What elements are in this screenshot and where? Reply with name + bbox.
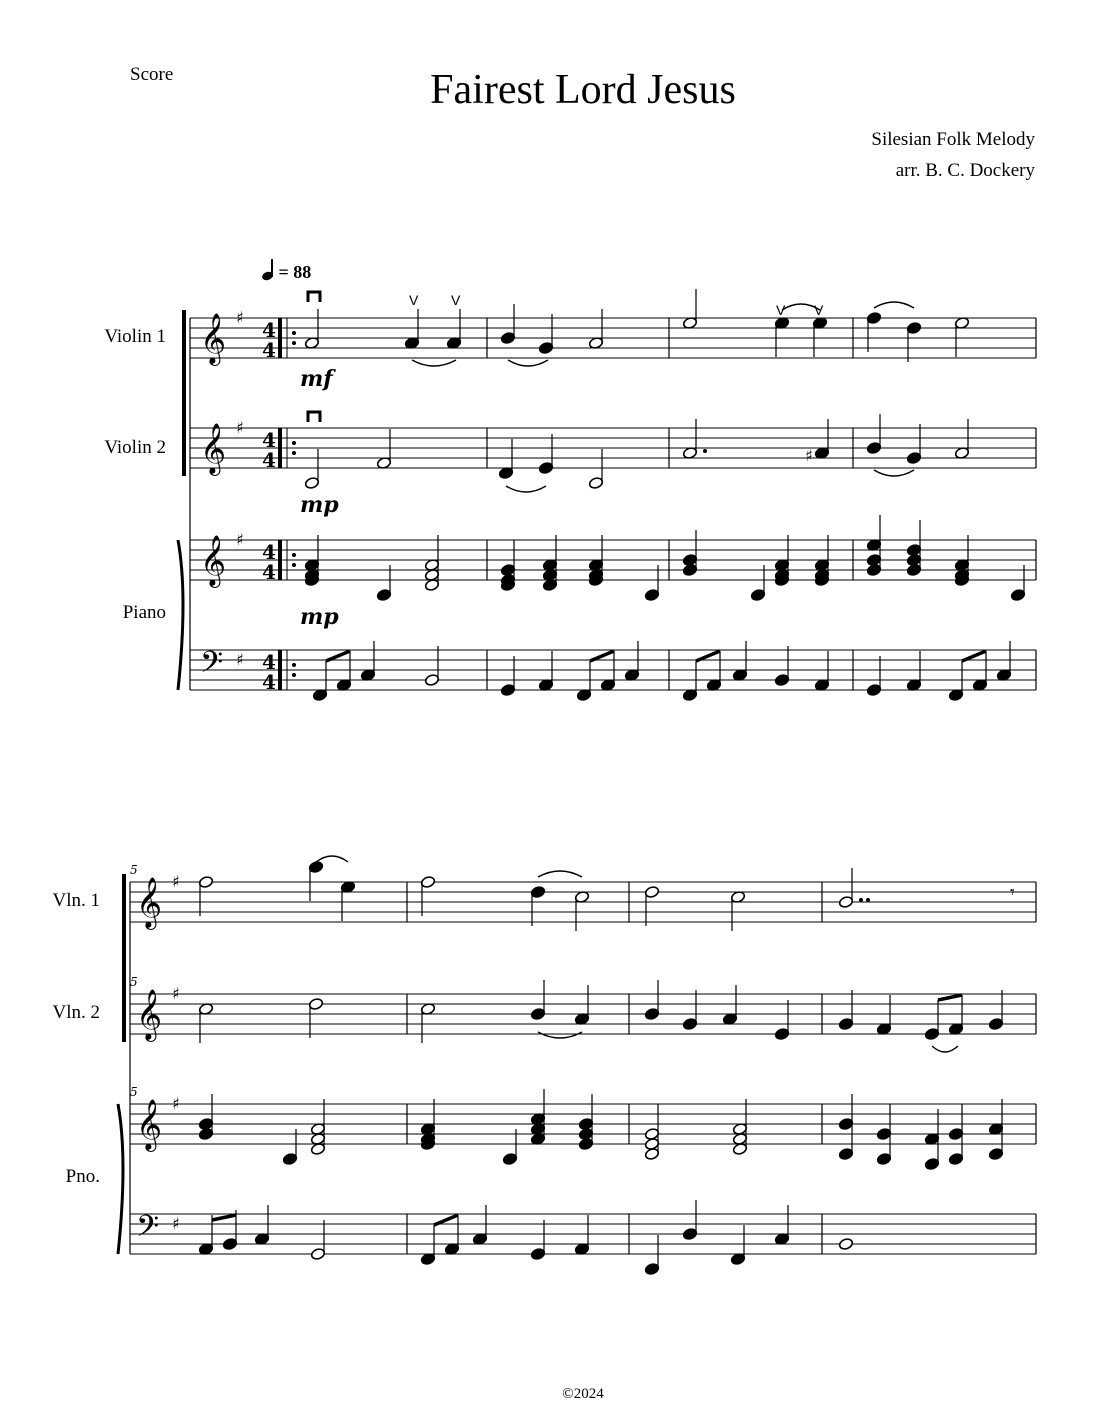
note-head bbox=[644, 1007, 659, 1020]
note-head bbox=[866, 683, 881, 696]
note-head bbox=[198, 875, 213, 888]
copyright: ©2024 bbox=[562, 1386, 604, 1402]
instrument-label-vln2: Vln. 2 bbox=[52, 1002, 100, 1023]
slur bbox=[412, 360, 456, 366]
sharp-icon: ♯ bbox=[805, 446, 813, 465]
note-head bbox=[838, 1017, 853, 1030]
treble-clef-icon: 𝄞 bbox=[136, 989, 163, 1040]
note-head bbox=[988, 1017, 1003, 1030]
time-signature-numerator: 4 bbox=[262, 650, 276, 674]
page-title: Fairest Lord Jesus bbox=[430, 67, 736, 113]
slur bbox=[506, 486, 546, 492]
note-head bbox=[924, 1157, 939, 1170]
note-head bbox=[304, 476, 319, 489]
note-head bbox=[906, 563, 921, 576]
note-head bbox=[424, 673, 439, 686]
note-head bbox=[1010, 588, 1025, 601]
treble-clef-icon: 𝄞 bbox=[200, 313, 227, 364]
slur bbox=[538, 871, 582, 877]
repeat-dot bbox=[292, 563, 296, 567]
note-head bbox=[988, 1147, 1003, 1160]
sharp-icon: ♯ bbox=[236, 418, 244, 437]
note-head bbox=[750, 588, 765, 601]
instrument-label-violin1: Violin 1 bbox=[104, 326, 166, 347]
note-heads bbox=[198, 289, 1025, 1276]
time-signature-numerator: 4 bbox=[262, 428, 276, 452]
note-head bbox=[644, 885, 659, 898]
note-head bbox=[588, 476, 603, 489]
note-head bbox=[376, 588, 391, 601]
repeat-dot bbox=[292, 673, 296, 677]
note-head bbox=[948, 1152, 963, 1165]
note-head bbox=[222, 1237, 237, 1250]
slur bbox=[508, 360, 548, 366]
beam bbox=[212, 1215, 236, 1220]
down-bow-icon bbox=[308, 292, 320, 302]
up-bow-icon: V bbox=[451, 292, 461, 308]
slur bbox=[538, 1032, 582, 1038]
staff-lines bbox=[118, 310, 1036, 1254]
slur bbox=[932, 1046, 958, 1052]
instrument-label-pno: Pno. bbox=[65, 1166, 100, 1187]
note-head bbox=[682, 1227, 697, 1240]
composer-credit: Silesian Folk Melody bbox=[871, 129, 1035, 150]
note-head bbox=[924, 1027, 939, 1040]
note-head bbox=[866, 441, 881, 454]
dynamic-violin1: mf bbox=[300, 366, 333, 392]
note-head bbox=[838, 895, 853, 908]
down-bow-icon bbox=[308, 412, 320, 422]
note-head bbox=[578, 1137, 593, 1150]
note-head bbox=[282, 1152, 297, 1165]
note-head bbox=[308, 997, 323, 1010]
note-head bbox=[530, 1247, 545, 1260]
slur bbox=[874, 470, 914, 476]
note-head bbox=[774, 673, 789, 686]
dot bbox=[866, 898, 870, 902]
instrument-label-violin2: Violin 2 bbox=[104, 437, 166, 458]
instrument-label-piano: Piano bbox=[122, 602, 166, 623]
repeat-dot bbox=[292, 451, 296, 455]
note-head bbox=[500, 331, 515, 344]
repeat-dot bbox=[292, 553, 296, 557]
time-signature-denominator: 4 bbox=[262, 560, 276, 584]
slur bbox=[316, 856, 348, 862]
bass-clef-icon: 𝄢 bbox=[136, 1210, 160, 1251]
sharp-icon: ♯ bbox=[172, 1094, 180, 1113]
treble-clef-icon: 𝄞 bbox=[136, 1099, 163, 1150]
time-signature-denominator: 4 bbox=[262, 448, 276, 472]
note-head bbox=[538, 341, 553, 354]
note-head bbox=[876, 1127, 891, 1140]
note-head bbox=[838, 1117, 853, 1130]
dot bbox=[703, 449, 707, 453]
note-head bbox=[310, 1247, 325, 1260]
note-head bbox=[644, 1262, 659, 1275]
time-signature-numerator: 4 bbox=[262, 318, 276, 342]
time-signature-numerator: 4 bbox=[262, 540, 276, 564]
piano-brace bbox=[178, 540, 183, 690]
slur bbox=[874, 302, 914, 308]
treble-clef-icon: 𝄞 bbox=[136, 877, 163, 928]
arranger-credit: arr. B. C. Dockery bbox=[895, 160, 1035, 181]
piano-brace bbox=[118, 1104, 123, 1254]
note-head bbox=[530, 1007, 545, 1020]
sharp-icon: ♯ bbox=[172, 872, 180, 891]
note-head bbox=[500, 683, 515, 696]
sharp-icon: ♯ bbox=[236, 308, 244, 327]
treble-clef-icon: 𝄞 bbox=[200, 423, 227, 474]
note-head bbox=[948, 1127, 963, 1140]
note-head bbox=[530, 885, 545, 898]
note-head bbox=[502, 1152, 517, 1165]
note-head bbox=[682, 1017, 697, 1030]
repeat-dot bbox=[292, 441, 296, 445]
note-head bbox=[838, 1237, 853, 1250]
sharp-icon: ♯ bbox=[172, 984, 180, 1003]
bass-clef-icon: 𝄢 bbox=[200, 646, 224, 687]
repeat-dot bbox=[292, 341, 296, 345]
note-head bbox=[906, 451, 921, 464]
up-bow-icon: V bbox=[776, 302, 786, 318]
measure-number: 5 bbox=[130, 863, 138, 877]
instrument-label-vln1: Vln. 1 bbox=[52, 890, 100, 911]
time-signature-denominator: 4 bbox=[262, 338, 276, 362]
up-bow-icon: V bbox=[409, 292, 419, 308]
tempo-value: = 88 bbox=[278, 262, 312, 282]
note-head bbox=[420, 875, 435, 888]
beam bbox=[938, 995, 962, 1000]
note-head bbox=[308, 860, 323, 873]
measure-number: 5 bbox=[130, 975, 138, 989]
note-head bbox=[866, 563, 881, 576]
eighth-rest-icon: 𝄾 bbox=[1010, 882, 1015, 903]
sharp-icon: ♯ bbox=[172, 1214, 180, 1233]
treble-clef-icon: 𝄞 bbox=[200, 535, 227, 586]
note-head bbox=[644, 588, 659, 601]
note-head bbox=[538, 461, 553, 474]
note-head bbox=[774, 1027, 789, 1040]
time-signature-denominator: 4 bbox=[262, 670, 276, 694]
sharp-icon: ♯ bbox=[236, 650, 244, 669]
note-head bbox=[906, 321, 921, 334]
dot bbox=[859, 898, 863, 902]
note-head bbox=[838, 1147, 853, 1160]
repeat-dot bbox=[292, 331, 296, 335]
score-label: Score bbox=[130, 64, 174, 85]
dynamic-piano: mp bbox=[300, 604, 339, 630]
repeat-dot bbox=[292, 663, 296, 667]
note-head bbox=[866, 311, 881, 324]
note-head bbox=[644, 1147, 659, 1160]
up-bow-icon: V bbox=[814, 302, 824, 318]
note-head bbox=[876, 1152, 891, 1165]
score-markings bbox=[130, 292, 1015, 1251]
note-head bbox=[682, 563, 697, 576]
note-head bbox=[198, 1127, 213, 1140]
measure-number: 5 bbox=[130, 1085, 138, 1099]
dynamic-violin2: mp bbox=[300, 492, 339, 518]
sharp-icon: ♯ bbox=[236, 530, 244, 549]
